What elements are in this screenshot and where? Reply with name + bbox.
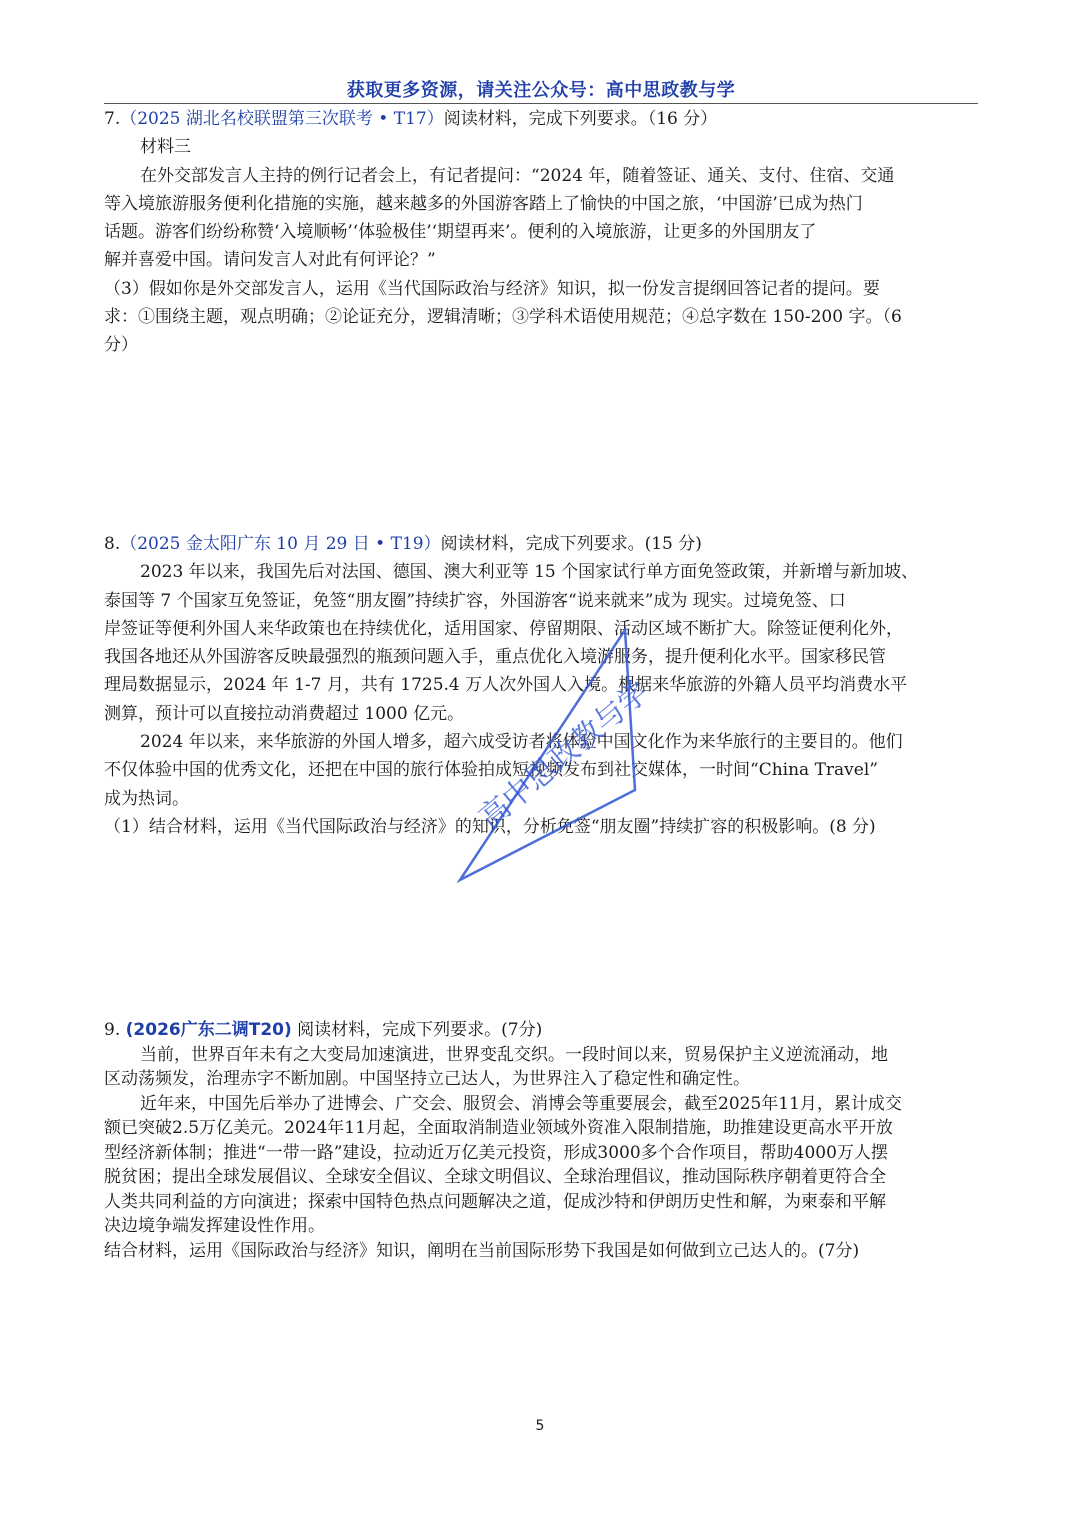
material-line: 测算，预计可以直接拉动消费超过 1000 亿元。 (104, 703, 465, 724)
material-line: 人类共同利益的方向演进；探索中国特色热点问题解决之道，促成沙特和伊朗历史性和解，为柬泰和平解 (104, 1191, 886, 1212)
material-line: 泰国等 7 个国家互免签证，免签“朋友圈”持续扩容，外国游客“说来就来”成为 现实。过境免签、口 (104, 590, 846, 611)
page-number: 5 (535, 1418, 545, 1434)
question-instruction: 阅读材料，完成下列要求。（16 分） (443, 109, 718, 129)
question-8-title (104, 530, 978, 558)
question-line: （1）结合材料，运用《当代国际政治与经济》的知识，分析免签“朋友圈”持续扩容的积极影响。(8 分) (104, 816, 876, 837)
material-line: 成为热词。 (104, 788, 189, 809)
material-line: 当前，世界百年未有之大变局加速演进，世界变乱交织。一段时间以来，贸易保护主义逆流涌动，地 (140, 1044, 888, 1065)
material-line: 理局数据显示，2024 年 1-7 月，共有 1725.4 万人次外国人入境。根据来华旅游的外籍人员平均消费水平 (104, 675, 908, 696)
material-line: 脱贫困；提出全球发展倡议、全球安全倡议、全球文明倡议、全球治理倡议，推动国际秩序朝着更符合全 (104, 1167, 886, 1187)
question-7 (104, 105, 978, 360)
material-line: 2023 年以来，我国先后对法国、德国、澳大利亚等 15 个国家试行单方面免签政策，并新增与新加坡、 (140, 562, 919, 583)
question-8 (104, 530, 978, 841)
question-instruction: 阅读材料，完成下列要求。(15 分) (440, 534, 702, 554)
question-source: (2026广东二调T20) (125, 1020, 292, 1040)
material-line: 我国各地还从外国游客反映最强烈的瓶颈问题入手，重点优化入境游服务，提升便利化水平。国家移民管 (104, 647, 886, 668)
material-line: 等入境旅游服务便利化措施的实施，越来越多的外国游客踏上了愉快的中国之旅，‘中国游’已成为热门 (104, 193, 863, 214)
material-line: 不仅体验中国的优秀文化，还把在中国的旅行体验拍成短视频发布到社交媒体，一时间“China Travel” (104, 760, 878, 781)
question-number: 8. (104, 534, 121, 554)
question-line: 分） (104, 335, 138, 356)
header-divider (104, 103, 978, 104)
material-line: 在外交部发言人主持的例行记者会上，有记者提问：“2024 年，随着签证、通关、支付、住宿、交通 (140, 165, 895, 186)
question-9 (104, 1018, 978, 1263)
material-line: 岸签证等便利外国人来华政策也在持续优化，适用国家、停留期限、活动区域不断扩大。除签证便利化外， (104, 618, 903, 639)
question-number: 7. (104, 109, 121, 129)
question-instruction: 阅读材料，完成下列要求。(7分) (297, 1020, 543, 1040)
material-line: 额已突破2.5万亿美元。2024年11月起，全面取消制造业领域外资准入限制措施，助推建设更高水平开放 (104, 1118, 893, 1138)
material-label: 材料三 (140, 137, 191, 158)
watermark-text: 高中思政教与学 (472, 674, 657, 837)
material-line: 近年来，中国先后举办了进博会、广交会、服贸会、消博会等重要展会，截至2025年11月，累计成交 (140, 1093, 902, 1114)
material-line: 话题。游客们纷纷称赞‘入境顺畅’‘体验极佳’‘期望再来’。便利的入境旅游，让更多的外国朋友了 (104, 222, 817, 243)
question-source: （2025 湖北名校联盟第三次联考 • T17） (120, 109, 444, 129)
question-line: 结合材料，运用《国际政治与经济》知识，阐明在当前国际形势下我国是如何做到立己达人的。(7分) (104, 1240, 860, 1261)
material-line: 决边境争端发挥建设性作用。 (104, 1216, 325, 1236)
question-number: 9. (104, 1020, 121, 1040)
question-7-title (104, 105, 978, 133)
material-line: 型经济新体制；推进“一带一路”建设，拉动近万亿美元投资，形成3000多个合作项目，帮助4000万人摆 (104, 1142, 888, 1163)
material-line: 2024 年以来，来华旅游的外国人增多，超六成受访者将体验中国文化作为来华旅行的主要目的。他们 (140, 732, 903, 753)
question-9-title (104, 1018, 978, 1043)
question-source: （2025 金太阳广东 10 月 29 日 • T19） (120, 534, 441, 554)
page-header: 获取更多资源，请关注公众号：高中思政教与学 (346, 80, 736, 101)
material-line: 区动荡频发，治理赤字不断加剧。中国坚持立己达人，为世界注入了稳定性和确定性。 (104, 1069, 750, 1089)
question-line: 求：①围绕主题，观点明确；②论证充分，逻辑清晰；③学科术语使用规范；④总字数在 150-200 字。（6 (104, 307, 902, 328)
question-line: （3）假如你是外交部发言人，运用《当代国际政治与经济》知识，拟一份发言提纲回答记者的提问。要 (104, 278, 880, 299)
material-line: 解并喜爱中国。请问发言人对此有何评论？” (104, 250, 436, 271)
